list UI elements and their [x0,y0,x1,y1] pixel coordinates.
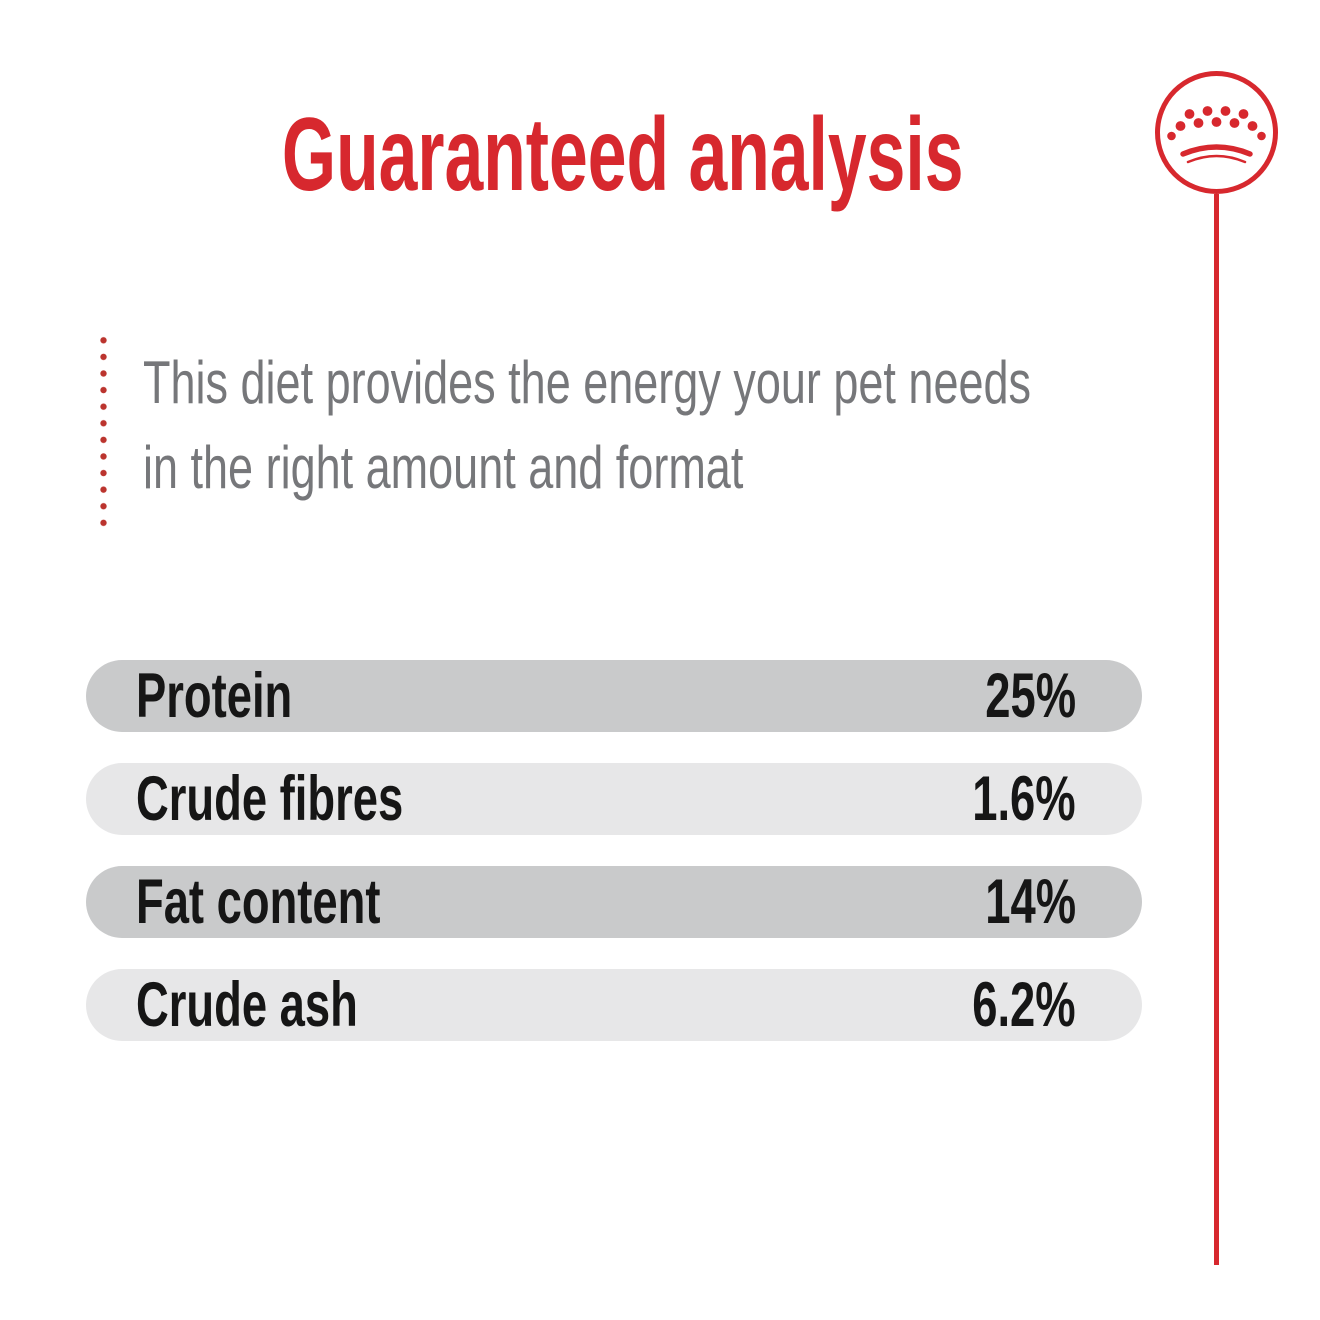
page-title: Guaranteed analysis [281,97,964,213]
table-row [86,969,1142,1041]
row-label: Protein [136,661,293,731]
row-label: Fat content [136,867,381,937]
row-value: 14% [985,867,1076,937]
row-label: Crude ash [136,970,358,1040]
row-value: 6.2% [972,970,1076,1040]
table-row [86,866,1142,938]
row-value: 1.6% [972,764,1076,834]
row-label: Crude fibres [136,764,404,834]
table-row [86,763,1142,835]
table-row [86,660,1142,732]
row-value: 25% [985,661,1076,731]
intro-line-2: in the right amount and format [143,434,744,501]
intro-line-1: This diet provides the energy your pet needs [143,349,1032,416]
